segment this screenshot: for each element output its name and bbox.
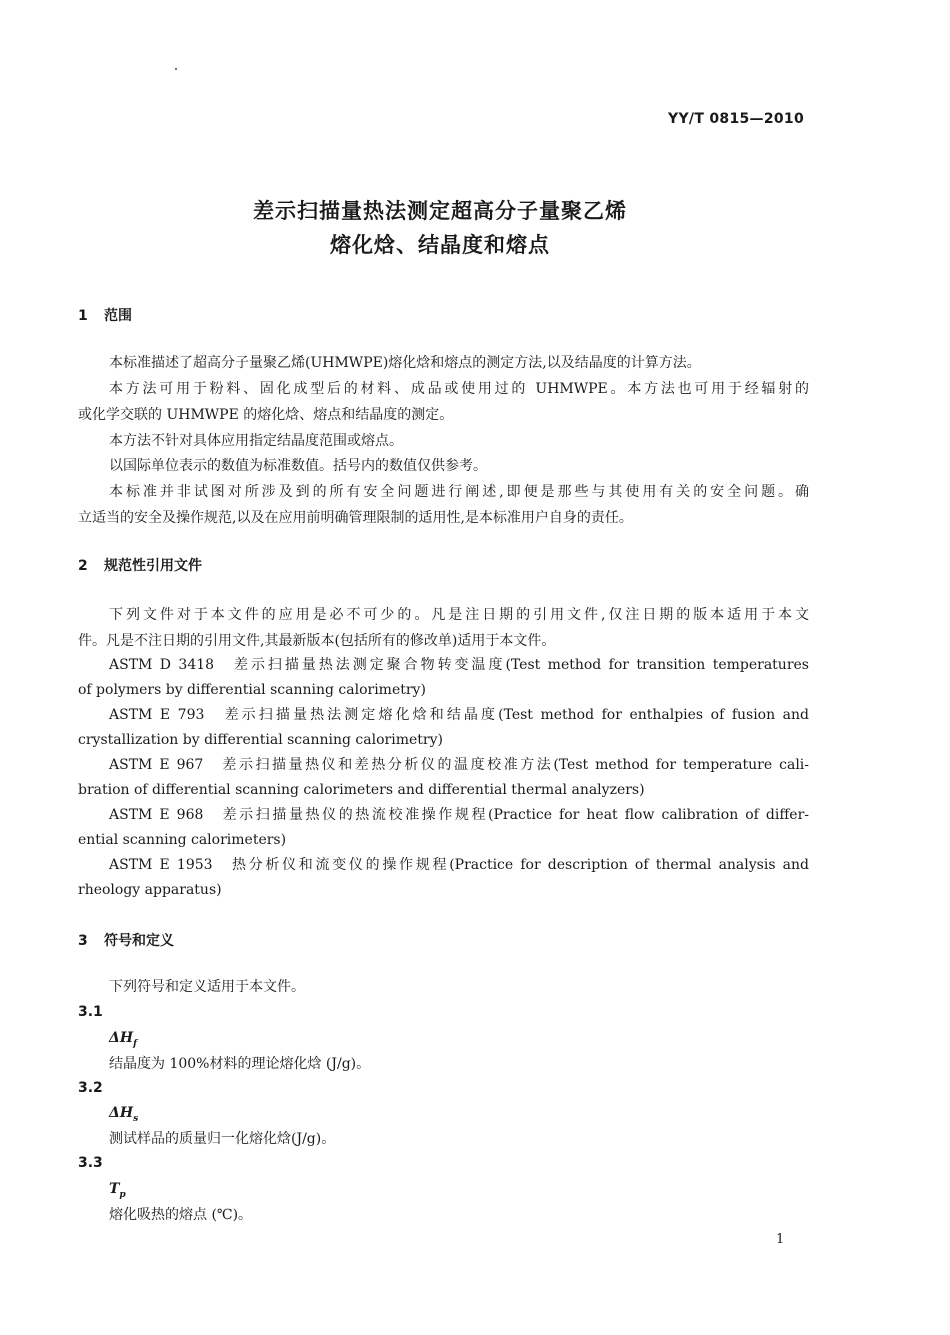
section-1-paragraph-2-line-2: 或化学交联的 UHMWPE 的熔化焓、熔点和结晶度的测定。 [78,407,454,423]
section-1-paragraph-5-line-2: 立适当的安全及操作规范,以及在应用前明确管理限制的适用性,是本标准用户自身的责任。 [78,510,633,526]
symbol-t-p: $T_p$ [109,1181,126,1200]
section-2-intro-line-1: 下列文件对于本文件的应用是必不可少的。凡是注日期的引用文件,仅注日期的版本适用于本文 [109,607,809,623]
symbol-delta-h-s: $\Delta H_s$ [109,1105,139,1124]
section-3-title: 符号和定义 [104,933,174,949]
section-1-title: 范围 [104,308,132,324]
standard-code: YY/T 0815—2010 [668,111,804,127]
scan-speck [175,68,177,70]
symbol-delta-h-f: $\Delta H_f$ [109,1030,137,1049]
definition-delta-h-s: 测试样品的质量归一化熔化焓(J/g)。 [109,1131,336,1147]
reference-astm-e1953-line-2: rheology apparatus) [78,882,222,898]
definition-delta-h-f: 结晶度为 100%材料的理论熔化焓 (J/g)。 [109,1056,371,1072]
subclause-3-3-number: 3.3 [78,1155,103,1171]
section-3-intro: 下列符号和定义适用于本文件。 [109,979,305,995]
section-2-number: 2 [78,558,88,574]
subclause-3-2-number: 3.2 [78,1080,103,1096]
section-1-heading [78,305,132,325]
document-title-line-2: 熔化焓、结晶度和熔点 [330,233,550,257]
section-2-intro-line-2: 件。凡是不注日期的引用文件,其最新版本(包括所有的修改单)适用于本文件。 [78,633,556,649]
section-3-number: 3 [78,933,88,949]
section-2-title: 规范性引用文件 [104,558,202,574]
section-1-number: 1 [78,308,88,324]
reference-astm-e967-line-1: ASTM E 967 差示扫描量热仪和差热分析仪的温度校准方法(Test method for temperature cali- [109,757,809,773]
section-3-heading [78,930,174,950]
section-1-paragraph-4: 以国际单位表示的数值为标准数值。括号内的数值仅供参考。 [109,458,487,474]
reference-astm-d3418-line-1: ASTM D 3418 差示扫描量热法测定聚合物转变温度(Test method for transition temperatures [109,657,809,673]
page-number: 1 [776,1232,785,1247]
document-title-line-1: 差示扫描量热法测定超高分子量聚乙烯 [253,199,627,223]
reference-astm-e1953-line-1: ASTM E 1953 热分析仪和流变仪的操作规程(Practice for description of thermal analysis and [109,857,809,873]
reference-astm-e968-line-2: ential scanning calorimeters) [78,832,287,848]
reference-astm-e967-line-2: bration of differential scanning calorimeters and differential thermal analyzers) [78,782,645,798]
reference-astm-e793-line-2: crystallization by differential scanning calorimetry) [78,732,443,748]
section-1-paragraph-3: 本方法不针对具体应用指定结晶度范围或熔点。 [109,433,403,449]
reference-astm-e968-line-1: ASTM E 968 差示扫描量热仪的热流校准操作规程(Practice for heat flow calibration of differ- [109,807,809,823]
reference-astm-e793-line-1: ASTM E 793 差示扫描量热法测定熔化焓和结晶度(Test method for enthalpies of fusion and [109,707,809,723]
section-1-paragraph-5-line-1: 本标准并非试图对所涉及到的所有安全问题进行阐述,即便是那些与其使用有关的安全问题。确 [109,484,809,500]
definition-t-p: 熔化吸热的熔点 (℃)。 [109,1207,253,1223]
section-1-paragraph-1: 本标准描述了超高分子量聚乙烯(UHMWPE)熔化焓和熔点的测定方法,以及结晶度的计算方法。 [109,355,701,371]
reference-astm-d3418-line-2: of polymers by differential scanning calorimetry) [78,682,426,698]
section-1-paragraph-2-line-1: 本方法可用于粉料、固化成型后的材料、成品或使用过的 UHMWPE。本方法也可用于经辐射的 [109,381,809,397]
subclause-3-1-number: 3.1 [78,1004,103,1020]
section-2-heading [78,555,202,575]
